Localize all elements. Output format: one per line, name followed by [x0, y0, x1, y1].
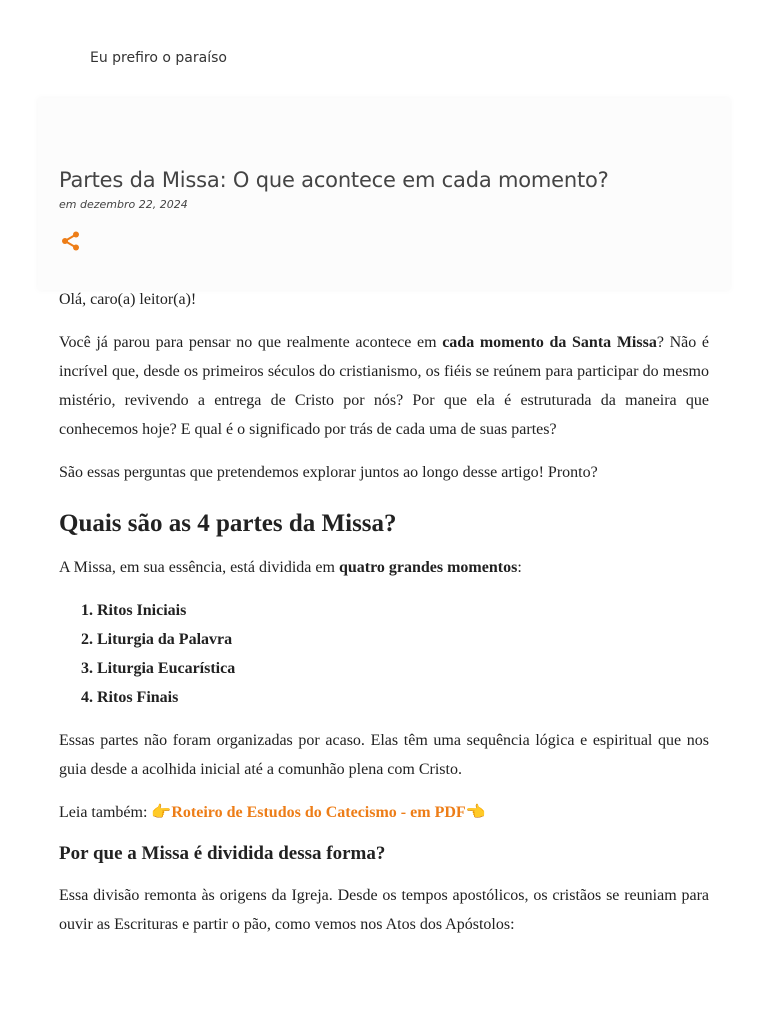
intro-text-start: Você já parou para pensar no que realmente acontece em	[59, 334, 443, 351]
read-also-label: Leia também:	[59, 804, 152, 821]
site-title-link[interactable]: Eu prefiro o paraíso	[90, 50, 227, 66]
question-paragraph: São essas perguntas que pretendemos explorar juntos ao longo desse artigo! Pronto?	[59, 464, 598, 481]
parts-intro-start: A Missa, em sua essência, está dividida em	[59, 559, 339, 576]
intro-paragraph	[59, 328, 709, 444]
post-body	[59, 285, 709, 953]
parts-list	[59, 596, 709, 712]
parts-intro-end: :	[517, 559, 522, 576]
read-also-paragraph	[59, 798, 709, 827]
parts-intro-bold: quatro grandes momentos	[338, 559, 518, 576]
section-heading-why: Por que a Missa é dividida dessa forma?	[59, 843, 386, 864]
post-title: Partes da Missa: O que acontece em cada momento?	[59, 168, 609, 192]
intro-text-end: ? Não é incrível que, desde os primeiros séculos do cristianismo, os fiéis se reúnem para participar do mesmo mistério, revivendo a entrega de Cristo por nós? Por que ela é estruturada da maneira que conhecemos hoje? E qual é o significado por trás de cada uma de suas partes?	[59, 334, 709, 438]
origins-paragraph: Essa divisão remonta às origens da Igreja. Desde os tempos apostólicos, os cristãos se reuniam para ouvir as Escrituras e partir o pão, como vemos nos Atos dos Apóstolos:	[59, 887, 709, 933]
parts-intro-paragraph	[59, 553, 709, 582]
list-item: 1. Ritos Iniciais	[97, 596, 709, 625]
share-icon[interactable]	[60, 230, 82, 252]
section-heading-parts: Quais são as 4 partes da Missa?	[59, 510, 397, 537]
greeting-paragraph: Olá, caro(a) leitor(a)!	[59, 291, 197, 308]
list-item: 2. Liturgia da Palavra	[97, 625, 709, 654]
list-item: 4. Ritos Finais	[97, 683, 709, 712]
post-date: em dezembro 22, 2024	[59, 198, 188, 211]
list-item: 3. Liturgia Eucarística	[97, 654, 709, 683]
read-also-link[interactable]: 👉Roteiro de Estudos do Catecismo - em PDF👈	[151, 804, 486, 821]
sequence-paragraph: Essas partes não foram organizadas por acaso. Elas têm uma sequência lógica e espiritual que nos guia desde a acolhida inicial até a comunhão plena com Cristo.	[59, 732, 709, 778]
intro-bold-text: cada momento da Santa Missa	[442, 334, 657, 351]
post-header-card	[38, 98, 730, 290]
